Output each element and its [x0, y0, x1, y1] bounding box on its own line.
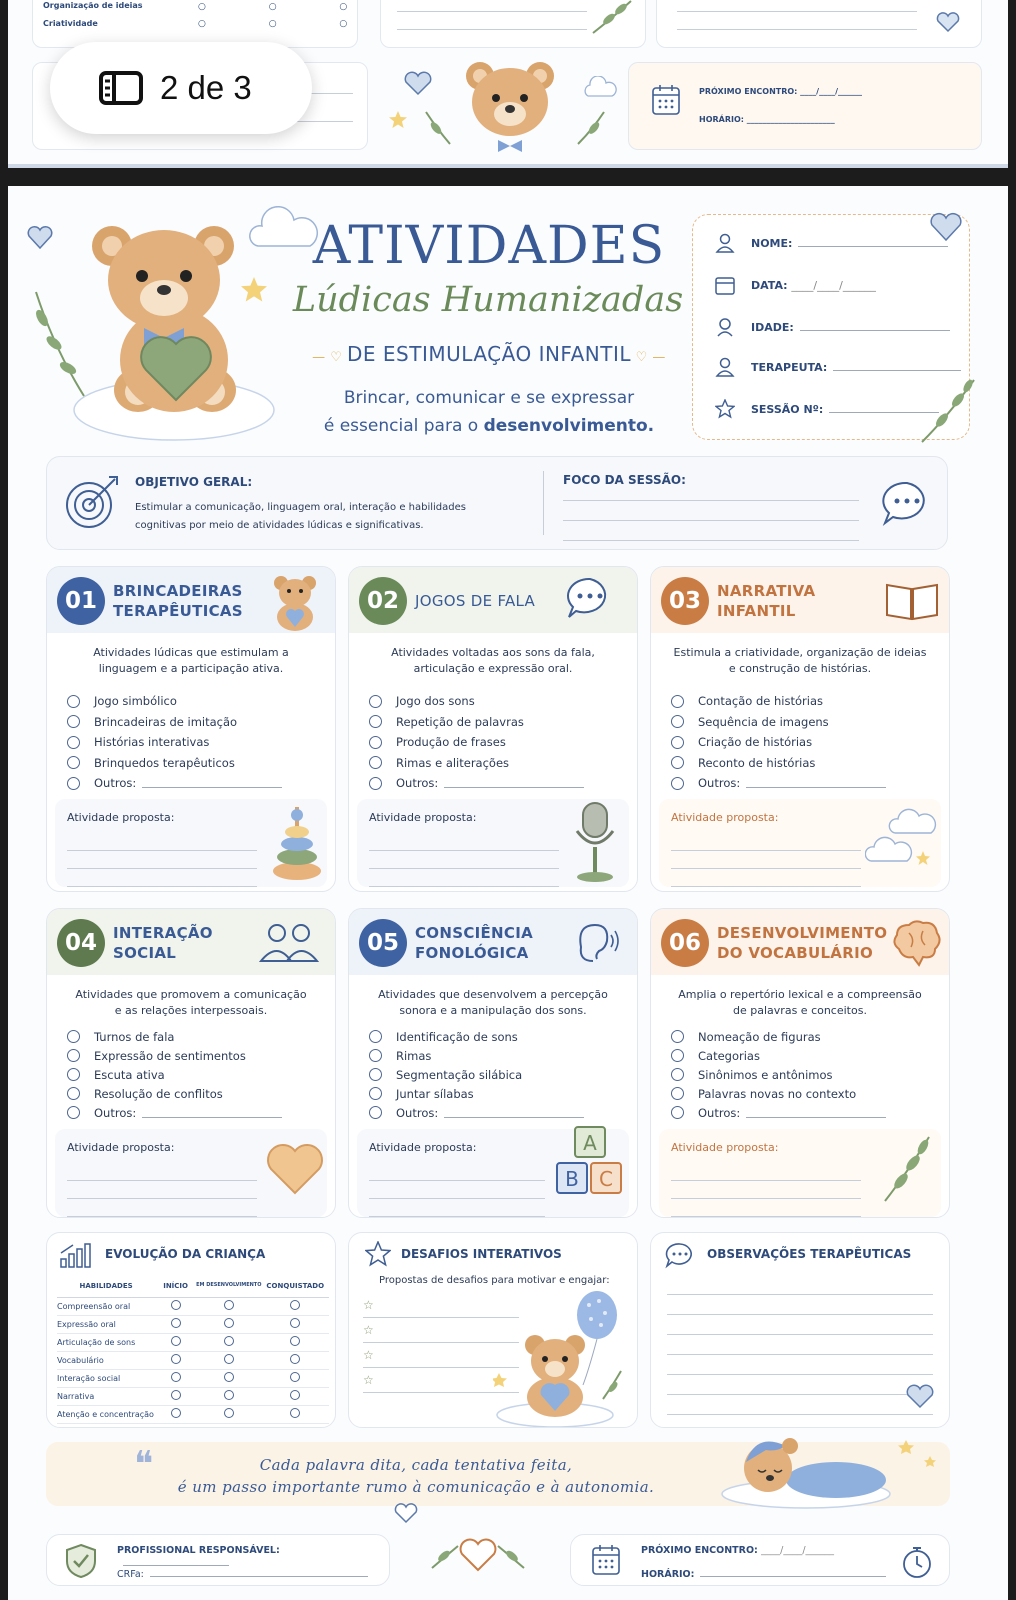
card-description: Atividades lúdicas que estimulam a linguagem e a participação ativa. — [93, 646, 289, 675]
card-description: Amplia o repertório lexical e a compreensão de palavras e conceitos. — [678, 988, 922, 1017]
heart-icon — [928, 210, 964, 242]
prev-next-meeting: PRÓXIMO ENCONTRO: ____/____/______ — [699, 87, 863, 96]
heart-icon — [394, 1502, 418, 1524]
calendar-icon — [651, 83, 681, 117]
option-item[interactable]: Categorias — [671, 1046, 933, 1065]
quote-banner — [46, 1442, 950, 1506]
star-icon — [388, 110, 408, 130]
option-item[interactable]: Segmentação silábica — [369, 1065, 621, 1084]
col-header: INÍCIO — [155, 1275, 196, 1297]
age-field[interactable]: IDADE: — [715, 317, 950, 337]
card-01-brincadeiras — [46, 566, 336, 892]
speech-bubble-icon — [565, 575, 615, 621]
sleeping-bear-icon — [706, 1428, 946, 1510]
option-item-other[interactable]: Outros: — [67, 1103, 319, 1122]
time-field[interactable]: HORÁRIO: — [641, 1567, 886, 1580]
leaf-branch-icon — [879, 1133, 935, 1205]
option-item[interactable]: Jogo dos sons — [369, 691, 621, 712]
abc-blocks-icon — [553, 1125, 623, 1201]
option-item-other[interactable]: Outros: — [67, 773, 319, 794]
professional-field[interactable]: PROFISSIONAL RESPONSÁVEL: — [117, 1545, 389, 1569]
option-item[interactable]: Brincadeiras de imitação — [67, 712, 319, 733]
card-options — [67, 1027, 319, 1122]
col-header: CONQUISTADO — [261, 1275, 329, 1297]
option-item[interactable]: Sequência de imagens — [671, 712, 933, 733]
table-row: Vocabulário — [57, 1351, 329, 1369]
card-06-vocabulario — [650, 908, 950, 1218]
challenge-list[interactable]: ☆ ☆ ☆ ☆ — [363, 1293, 519, 1393]
option-item[interactable]: Rimas — [369, 1046, 621, 1065]
card-04-interacao — [46, 908, 336, 1218]
ear-sound-icon — [571, 921, 621, 965]
brain-icon — [889, 919, 943, 969]
next-meeting-field[interactable]: PRÓXIMO ENCONTRO: ____/____/______ — [641, 1545, 835, 1556]
page-tagline: Brincar, comunicar e se expressar é essencial para o desenvolvimento. — [323, 388, 655, 436]
observations-box — [650, 1232, 950, 1428]
option-item[interactable]: Reconto de histórias — [671, 753, 933, 774]
challenges-subtitle: Propostas de desafios para motivar e engajar: — [379, 1275, 610, 1286]
table-row: Interação social — [57, 1369, 329, 1387]
star-icon — [240, 276, 268, 304]
option-item[interactable]: Juntar sílabas — [369, 1084, 621, 1103]
option-item[interactable]: Rimas e aliterações — [369, 753, 621, 774]
evolution-box — [46, 1232, 336, 1428]
table-row: Narrativa — [57, 1387, 329, 1405]
col-header: HABILIDADES — [57, 1275, 155, 1297]
leaf-branch-icon — [420, 108, 456, 148]
card-number: 04 — [57, 919, 105, 967]
leaf-branch-icon — [574, 108, 610, 148]
option-item[interactable]: Contação de histórias — [671, 691, 933, 712]
microphone-icon — [569, 801, 621, 885]
heart-icon — [905, 1383, 935, 1409]
card-number: 02 — [359, 577, 407, 625]
bear-with-balloon-icon — [493, 1289, 633, 1427]
option-item[interactable]: Repetição de palavras — [369, 712, 621, 733]
option-item[interactable]: Histórias interativas — [67, 732, 319, 753]
proposed-activity[interactable]: Atividade proposta: — [55, 1129, 327, 1217]
card-title: JOGOS DE FALA — [415, 592, 536, 610]
card-description: Atividades voltadas aos sons da fala, articulação e expressão oral. — [391, 646, 595, 675]
table-row: Atenção e concentração — [57, 1405, 329, 1423]
svg-text:B: B — [565, 1167, 579, 1191]
card-number: 06 — [661, 919, 709, 967]
table-row: Compreensão oral — [57, 1297, 329, 1315]
footer-professional — [46, 1534, 390, 1586]
session-field[interactable]: SESSÃO Nº: — [715, 399, 939, 419]
heart-icon — [265, 1141, 325, 1197]
leaf-branch-icon — [918, 376, 978, 446]
star-icon — [715, 399, 735, 419]
card-title: CONSCIÊNCIA FONOLÓGICA — [415, 924, 534, 962]
svg-text:C: C — [599, 1167, 613, 1191]
card-number: 01 — [57, 577, 105, 625]
heart-icon — [935, 11, 961, 33]
card-description: Atividades que desenvolvem a percepção sonora e a manipulação dos sons. — [378, 988, 608, 1017]
challenges-title: DESAFIOS INTERATIVOS — [401, 1247, 562, 1261]
card-title: BRINCADEIRAS TERAPÊUTICAS — [113, 582, 243, 620]
heart-branches-icon — [428, 1530, 528, 1576]
page-subtitle: — ♡ DE ESTIMULAÇÃO INFANTIL ♡ — — [312, 342, 666, 366]
leaf-branch-icon — [589, 0, 635, 37]
bar-chart-icon — [59, 1241, 91, 1269]
option-item[interactable]: Expressão de sentimentos — [67, 1046, 319, 1065]
session-focus-title: FOCO DA SESSÃO: — [563, 473, 686, 487]
proposed-activity[interactable]: Atividade proposta: — [659, 799, 941, 887]
therapist-field[interactable]: TERAPEUTA: — [715, 357, 961, 377]
session-focus-lines[interactable] — [563, 481, 859, 541]
open-book-icon — [883, 579, 941, 623]
option-item[interactable]: Identificação de sons — [369, 1027, 621, 1046]
calendar-icon — [591, 1543, 621, 1577]
proposed-activity[interactable]: Atividade proposta: A B C — [357, 1129, 629, 1217]
card-number: 03 — [661, 577, 709, 625]
target-icon — [63, 473, 121, 531]
card-description: Estimula a criatividade, organização de ideias e construção de histórias. — [673, 646, 927, 675]
shield-check-icon — [65, 1543, 97, 1579]
observations-title: OBSERVAÇÕES TERAPÊUTICAS — [707, 1247, 912, 1261]
child-icon — [715, 317, 735, 337]
option-item[interactable]: Brinquedos terapêuticos — [67, 753, 319, 774]
prev-time: HORÁRIO: ______________________ — [699, 115, 835, 124]
card-options — [67, 691, 319, 794]
prev-radio-row: ○ ○ ○ — [198, 2, 348, 12]
prev-skills-table — [32, 0, 358, 48]
option-item-other[interactable]: Outros: — [671, 773, 933, 794]
evolution-table — [57, 1275, 329, 1424]
star-icon — [365, 1241, 391, 1267]
objective-box — [46, 456, 948, 550]
option-item[interactable]: Jogo simbólico — [67, 691, 319, 712]
footer-next-meeting — [570, 1534, 950, 1586]
calendar-icon — [715, 275, 735, 295]
page-indicator[interactable] — [50, 42, 312, 134]
name-field[interactable]: NOME: — [715, 233, 948, 253]
teddy-bear-icon — [458, 54, 562, 154]
prev-lines-box-2 — [656, 0, 982, 48]
stopwatch-icon — [901, 1545, 933, 1579]
cloud-icon — [582, 76, 618, 100]
page-script-title: Lúdicas Humanizadas — [292, 280, 684, 320]
card-description: Atividades que promovem a comunicação e as relações interpessoais. — [75, 988, 307, 1017]
speech-bubble-icon — [665, 1241, 695, 1269]
proposed-activity[interactable]: Atividade proposta: — [55, 799, 327, 887]
option-item[interactable]: Sinônimos e antônimos — [671, 1065, 933, 1084]
option-item-other[interactable]: Outros: — [369, 773, 621, 794]
card-title: INTERAÇÃO SOCIAL — [113, 924, 213, 962]
card-options — [369, 1027, 621, 1122]
heart-icon — [26, 224, 54, 250]
option-item[interactable]: Produção de frases — [369, 732, 621, 753]
proposed-activity[interactable]: Atividade proposta: — [659, 1129, 941, 1217]
prev-table-row: Criatividade — [43, 19, 98, 28]
therapist-icon — [715, 357, 735, 377]
card-options — [671, 1027, 933, 1122]
prev-radio-row: ○ ○ ○ — [198, 19, 348, 29]
table-row: Expressão oral — [57, 1315, 329, 1333]
clouds-icon — [865, 807, 939, 871]
option-item[interactable]: Palavras novas no contexto — [671, 1084, 933, 1103]
people-icon — [259, 921, 319, 965]
stacking-rings-toy-icon — [269, 805, 325, 883]
option-item[interactable]: Escuta ativa — [67, 1065, 319, 1084]
objective-text: Estimular a comunicação, linguagem oral, interação e habilidades cognitivas por meio de atividades lúdicas e significativas. — [135, 502, 466, 531]
date-field[interactable]: DATA: ____/____/______ — [715, 275, 876, 295]
col-header: EM DESENVOLVIMENTO — [196, 1275, 261, 1297]
option-item[interactable]: Turnos de fala — [67, 1027, 319, 1046]
card-title: NARRATIVA INFANTIL — [717, 582, 816, 620]
heart-icon — [403, 70, 433, 96]
page-title: ATIVIDADES — [312, 216, 666, 276]
proposed-activity[interactable]: Atividade proposta: — [357, 799, 629, 887]
user-icon — [715, 233, 735, 253]
card-options — [369, 691, 621, 794]
option-item-other[interactable]: Outros: — [369, 1103, 621, 1122]
prev-table-row: Organização de ideias — [43, 1, 143, 10]
option-item-other[interactable]: Outros: — [671, 1103, 933, 1122]
small-bear-icon — [269, 571, 321, 631]
page-indicator-label: 2 de 3 — [160, 69, 252, 106]
prev-next-meeting-box — [628, 62, 982, 150]
svg-text:A: A — [583, 1131, 597, 1155]
card-title: DESENVOLVIMENTO DO VOCABULÁRIO — [717, 924, 888, 962]
worksheet-page — [8, 186, 1008, 1600]
quote-text: Cada palavra dita, cada tentativa feita, é um passo importante rumo à comunicação e à autonomia. — [177, 1456, 655, 1496]
card-options — [671, 691, 933, 794]
observation-lines[interactable] — [667, 1275, 933, 1415]
crfa-field[interactable]: CRFa: — [117, 1567, 368, 1580]
table-row: Articulação de sons — [57, 1333, 329, 1351]
speech-bubble-icon — [881, 479, 933, 527]
card-number: 05 — [359, 919, 407, 967]
option-item[interactable]: Nomeação de figuras — [671, 1027, 933, 1046]
objective-title: OBJETIVO GERAL: — [135, 475, 253, 489]
page-indicator-icon — [98, 70, 144, 106]
option-item[interactable]: Resolução de conflitos — [67, 1084, 319, 1103]
card-05-consciencia — [348, 908, 638, 1218]
challenges-box — [348, 1232, 638, 1428]
quote-mark-icon: ❝ — [134, 1444, 154, 1485]
prev-lines-box — [380, 0, 646, 48]
option-item[interactable]: Criação de histórias — [671, 732, 933, 753]
card-03-narrativa — [650, 566, 950, 892]
card-02-jogos-de-fala — [348, 566, 638, 892]
evolution-title: EVOLUÇÃO DA CRIANÇA — [105, 1247, 266, 1261]
